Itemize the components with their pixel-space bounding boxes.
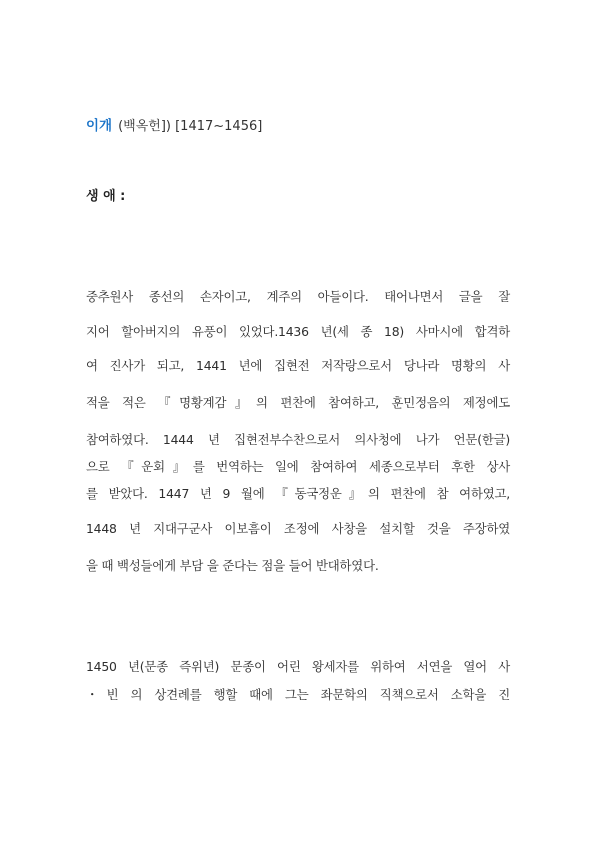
- paragraph-line: 참여하였다. 1444 년 집현전부수찬으로서 의사청에 나가 언문(한글): [86, 432, 510, 447]
- paragraph-line: 으로 『운회』를 번역하는 일에 참여하여 세종으로부터 후한 상사: [86, 459, 510, 474]
- title-details: (백옥헌]) [1417~1456]: [118, 119, 263, 134]
- paragraph-line: 중추원사 종선의 손자이고, 계주의 아들이다. 태어나면서 글을 잘: [86, 289, 510, 304]
- paragraph-line: 적을 적은 『명황계감』의 편찬에 참여하고, 훈민정음의 제정에도: [86, 395, 510, 410]
- paragraph-line: 지어 할아버지의 유풍이 있었다.1436 년(세 종 18) 사마시에 합격하: [86, 324, 510, 339]
- document-title: [86, 114, 262, 134]
- paragraph-line: 를 받았다. 1447 년 9 월에 『동국정운』의 편찬에 참 여하였고,: [86, 486, 510, 501]
- person-name: 이개: [86, 118, 113, 134]
- section-heading-life: 생 애 :: [86, 189, 126, 204]
- paragraph-line: ・빈 의 상견례를 행할 때에 그는 좌문학의 직책으로서 소학을 진: [86, 687, 510, 702]
- paragraph-line: 1448 년 지대구군사 이보흠이 조정에 사창을 설치할 것을 주장하였: [86, 521, 510, 536]
- paragraph-line: 여 진사가 되고, 1441 년에 집현전 저작랑으로서 당나라 명황의 사: [86, 358, 510, 373]
- paragraph-line: 1450 년(문종 즉위년) 문종이 어린 왕세자를 위하여 서연을 열어 사: [86, 659, 510, 674]
- paragraph-line: 을 때 백성들에게 부담 을 준다는 점을 들어 반대하였다.: [86, 558, 379, 573]
